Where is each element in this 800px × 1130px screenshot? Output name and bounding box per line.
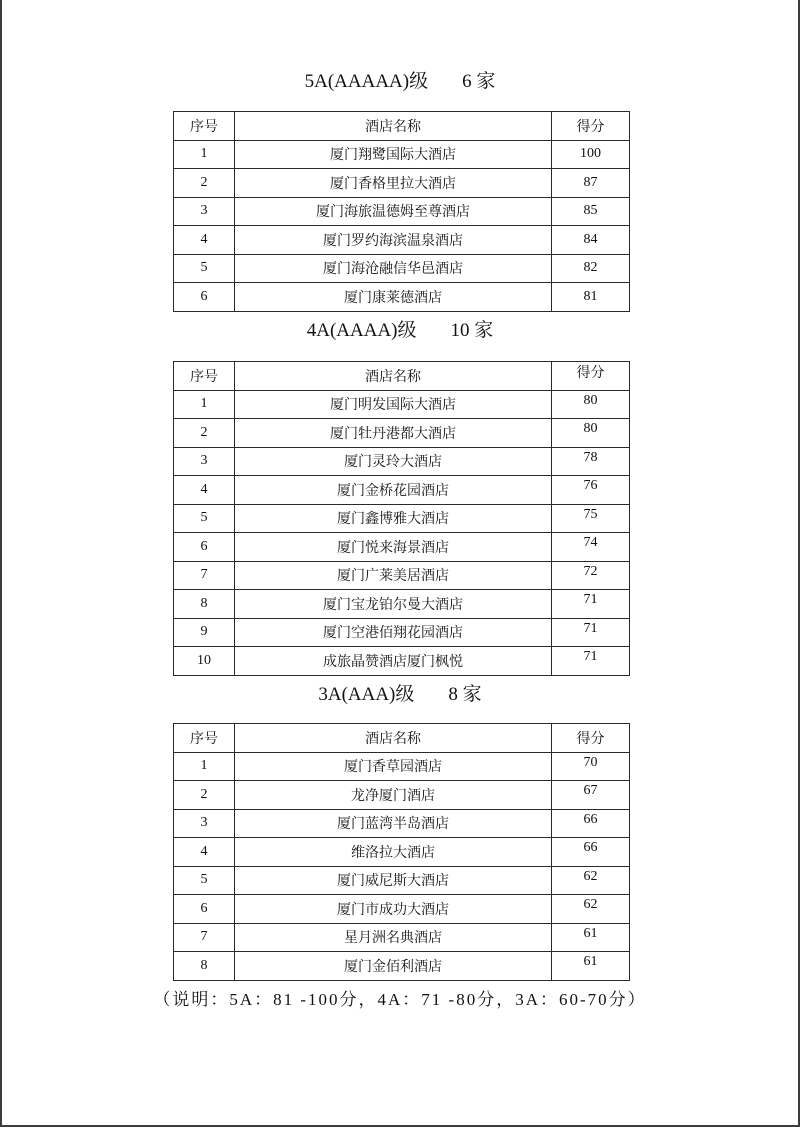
hotel-name-cell: 厦门香草园酒店 xyxy=(235,752,552,781)
hotel-name-cell: 厦门牡丹港都大酒店 xyxy=(235,419,552,448)
table-row xyxy=(174,895,630,924)
score-cell: 78 xyxy=(552,447,630,476)
hotel-name-cell: 厦门明发国际大酒店 xyxy=(235,390,552,419)
rank-cell: 6 xyxy=(174,533,235,562)
rank-cell: 2 xyxy=(174,781,235,810)
score-cell: 71 xyxy=(552,590,630,619)
table-header-row xyxy=(174,724,630,753)
table-head xyxy=(174,724,630,753)
hotel-name-cell: 厦门金桥花园酒店 xyxy=(235,476,552,505)
table-row xyxy=(174,419,630,448)
column-header-rank: 序号 xyxy=(174,112,235,141)
table-row xyxy=(174,809,630,838)
rank-cell: 4 xyxy=(174,838,235,867)
hotel-name-cell: 厦门广莱美居酒店 xyxy=(235,561,552,590)
rank-cell: 4 xyxy=(174,226,235,255)
hotel-ranking-table-5a xyxy=(173,111,630,312)
table-row xyxy=(174,504,630,533)
grade-label: 3A(AAA)级 xyxy=(318,684,415,705)
table-row xyxy=(174,197,630,226)
score-cell: 87 xyxy=(552,169,630,198)
score-cell: 66 xyxy=(552,809,630,838)
table-head xyxy=(174,112,630,141)
table-header-row xyxy=(174,362,630,391)
table-row xyxy=(174,169,630,198)
hotel-count: 8 家 xyxy=(448,684,482,705)
rank-cell: 9 xyxy=(174,618,235,647)
hotel-name-cell: 成旅晶赞酒店厦门枫悦 xyxy=(235,647,552,676)
hotel-name-cell: 厦门蓝湾半岛酒店 xyxy=(235,809,552,838)
section-title-4a xyxy=(0,318,800,344)
score-cell: 76 xyxy=(552,476,630,505)
table-row xyxy=(174,226,630,255)
hotel-count: 10 家 xyxy=(450,320,494,341)
rank-cell: 3 xyxy=(174,447,235,476)
score-cell: 71 xyxy=(552,618,630,647)
score-cell: 82 xyxy=(552,254,630,283)
table-row xyxy=(174,476,630,505)
hotel-name-cell: 厦门翔鹭国际大酒店 xyxy=(235,140,552,169)
hotel-ranking-table-3a xyxy=(173,723,630,981)
rank-cell: 5 xyxy=(174,504,235,533)
score-cell: 62 xyxy=(552,866,630,895)
hotel-name-cell: 龙净厦门酒店 xyxy=(235,781,552,810)
rank-cell: 1 xyxy=(174,752,235,781)
rank-cell: 3 xyxy=(174,809,235,838)
hotel-name-cell: 星月洲名典酒店 xyxy=(235,923,552,952)
hotel-name-cell: 厦门市成功大酒店 xyxy=(235,895,552,924)
table-row xyxy=(174,923,630,952)
rank-cell: 6 xyxy=(174,895,235,924)
column-header-hotel-name: 酒店名称 xyxy=(235,724,552,753)
hotel-name-cell: 厦门悦来海景酒店 xyxy=(235,533,552,562)
table-head xyxy=(174,362,630,391)
rank-cell: 5 xyxy=(174,866,235,895)
table-row xyxy=(174,781,630,810)
hotel-name-cell: 厦门罗约海滨温泉酒店 xyxy=(235,226,552,255)
hotel-name-cell: 厦门海旅温德姆至尊酒店 xyxy=(235,197,552,226)
score-range-note: （说明：5A：81 -100分，4A：71 -80分，3A：60-70分） xyxy=(153,990,647,1009)
table-row xyxy=(174,140,630,169)
section-title-3a xyxy=(0,682,800,708)
column-header-hotel-name: 酒店名称 xyxy=(235,362,552,391)
rank-cell: 2 xyxy=(174,169,235,198)
score-cell: 100 xyxy=(552,140,630,169)
rank-cell: 2 xyxy=(174,419,235,448)
table-body xyxy=(174,140,630,311)
score-cell: 71 xyxy=(552,647,630,676)
rank-cell: 1 xyxy=(174,140,235,169)
column-header-score: 得分 xyxy=(552,362,630,391)
score-cell: 84 xyxy=(552,226,630,255)
table-row xyxy=(174,254,630,283)
score-cell: 61 xyxy=(552,952,630,981)
table-row xyxy=(174,390,630,419)
table-row xyxy=(174,838,630,867)
column-header-hotel-name: 酒店名称 xyxy=(235,112,552,141)
score-cell: 61 xyxy=(552,923,630,952)
score-cell: 66 xyxy=(552,838,630,867)
rank-cell: 8 xyxy=(174,590,235,619)
score-cell: 72 xyxy=(552,561,630,590)
hotel-ranking-table-4a xyxy=(173,361,630,676)
table-row xyxy=(174,647,630,676)
column-header-score: 得分 xyxy=(552,724,630,753)
table-row xyxy=(174,447,630,476)
table-body xyxy=(174,752,630,980)
table-row xyxy=(174,283,630,312)
hotel-name-cell: 维洛拉大酒店 xyxy=(235,838,552,867)
hotel-name-cell: 厦门海沧融信华邑酒店 xyxy=(235,254,552,283)
rank-cell: 8 xyxy=(174,952,235,981)
rank-cell: 7 xyxy=(174,561,235,590)
hotel-name-cell: 厦门香格里拉大酒店 xyxy=(235,169,552,198)
table-body xyxy=(174,390,630,675)
table-row xyxy=(174,866,630,895)
hotel-name-cell: 厦门金佰利酒店 xyxy=(235,952,552,981)
rank-cell: 1 xyxy=(174,390,235,419)
rank-cell: 6 xyxy=(174,283,235,312)
table-row xyxy=(174,752,630,781)
rank-cell: 10 xyxy=(174,647,235,676)
hotel-name-cell: 厦门鑫博雅大酒店 xyxy=(235,504,552,533)
score-cell: 80 xyxy=(552,419,630,448)
table-row xyxy=(174,618,630,647)
rank-cell: 5 xyxy=(174,254,235,283)
table-row xyxy=(174,952,630,981)
hotel-name-cell: 厦门威尼斯大酒店 xyxy=(235,866,552,895)
column-header-rank: 序号 xyxy=(174,724,235,753)
score-cell: 75 xyxy=(552,504,630,533)
score-cell: 62 xyxy=(552,895,630,924)
rank-cell: 7 xyxy=(174,923,235,952)
hotel-name-cell: 厦门康莱德酒店 xyxy=(235,283,552,312)
rank-cell: 3 xyxy=(174,197,235,226)
rank-cell: 4 xyxy=(174,476,235,505)
score-cell: 81 xyxy=(552,283,630,312)
hotel-name-cell: 厦门宝龙铂尔曼大酒店 xyxy=(235,590,552,619)
column-header-score: 得分 xyxy=(552,112,630,141)
section-title-5a xyxy=(0,69,800,95)
score-cell: 67 xyxy=(552,781,630,810)
hotel-name-cell: 厦门灵玲大酒店 xyxy=(235,447,552,476)
score-cell: 80 xyxy=(552,390,630,419)
grade-label: 5A(AAAAA)级 xyxy=(304,71,429,92)
table-row xyxy=(174,590,630,619)
table-row xyxy=(174,533,630,562)
table-header-row xyxy=(174,112,630,141)
table-row xyxy=(174,561,630,590)
hotel-name-cell: 厦门空港佰翔花园酒店 xyxy=(235,618,552,647)
score-cell: 70 xyxy=(552,752,630,781)
score-cell: 74 xyxy=(552,533,630,562)
grade-label: 4A(AAAA)级 xyxy=(306,320,417,341)
score-cell: 85 xyxy=(552,197,630,226)
hotel-count: 6 家 xyxy=(462,71,496,92)
column-header-rank: 序号 xyxy=(174,362,235,391)
